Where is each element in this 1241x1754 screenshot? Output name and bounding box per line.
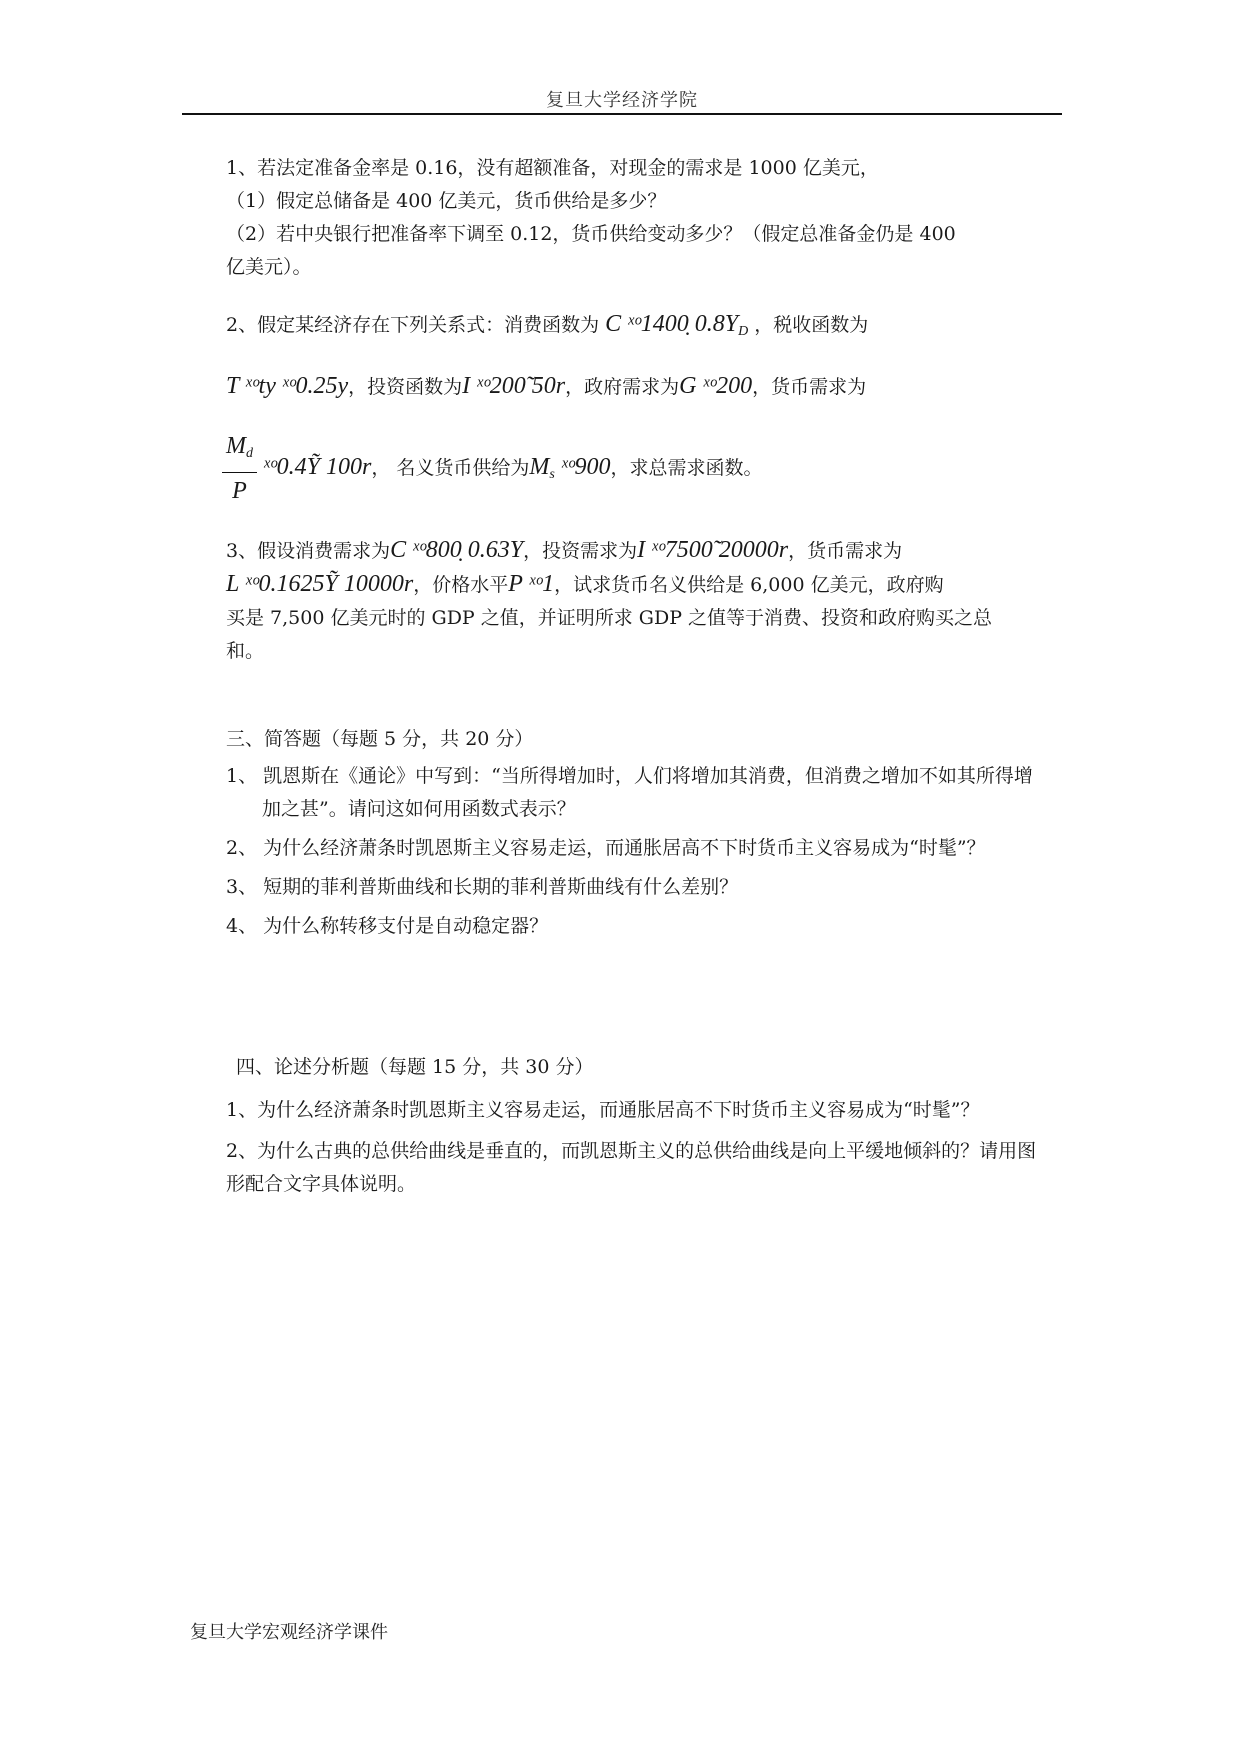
header-rule bbox=[182, 113, 1062, 115]
list-item: 1、 凯恩斯在《通论》中写到：“当所得增加时，人们将增加其消费，但消费之增加不如其所得增加之甚”。请问这如何用函数式表示？ bbox=[226, 765, 1033, 820]
q2-text: 2、假定某经济存在下列关系式：消费函数为 bbox=[226, 314, 600, 336]
q2-text: ，货币需求为 bbox=[752, 376, 867, 398]
question-2 bbox=[226, 308, 1046, 348]
q1-line-4: 亿美元）。 bbox=[226, 256, 312, 278]
page-footer: 复旦大学宏观经济学课件 bbox=[190, 1622, 388, 1643]
q3-line-3: 买是 7,500 亿美元时的 GDP 之值，并证明所求 GDP 之值等于消费、投资和政府购买之总 bbox=[226, 607, 993, 629]
investment-demand: I ˣᵒ7500̃ 20000r bbox=[637, 537, 789, 563]
q1-line-3: （2）若中央银行把准备率下调至 0.12，货币供给变动多少？（假定总准备金仍是 400 bbox=[226, 223, 956, 245]
q2-text: ，求总需求函数。 bbox=[610, 457, 763, 479]
money-demand-fraction: $\frac{M_d}{P}$ bbox=[222, 430, 257, 508]
q3-text: 3、假设消费需求为 bbox=[226, 540, 391, 562]
q3-text: ，试求货币名义供给是 6,000 亿美元，政府购 bbox=[554, 574, 944, 596]
consumption-demand: C ˣᵒ800̣ 0.63Y bbox=[390, 537, 524, 563]
tax-function: T ˣᵒty ˣᵒ0.25y bbox=[226, 373, 349, 399]
q2-text: ，政府需求为 bbox=[565, 376, 680, 398]
price-level: P ˣᵒ1 bbox=[508, 571, 555, 597]
q1-line-2: （1）假定总储备是 400 亿美元，货币供给是多少？ bbox=[226, 190, 667, 212]
q3-text: ，货币需求为 bbox=[788, 540, 903, 562]
section-3-title: 三、简答题（每题 5 分，共 20 分） bbox=[226, 728, 534, 750]
section-4-title: 四、论述分析题（每题 15 分，共 30 分） bbox=[236, 1056, 594, 1078]
q3-line-4: 和。 bbox=[226, 640, 265, 662]
government-demand: G ˣᵒ200 bbox=[679, 373, 753, 399]
question-3 bbox=[226, 534, 1046, 668]
list-item: 3、 短期的菲利普斯曲线和长期的菲利普斯曲线有什么差别？ bbox=[226, 876, 739, 898]
q2-text: ，投资函数为 bbox=[348, 376, 463, 398]
investment-function: I ˣᵒ200̃ 50r bbox=[462, 373, 566, 399]
question-1 bbox=[226, 152, 1046, 284]
q1-line-1: 1、若法定准备金率是 0.16，没有超额准备，对现金的需求是 1000 亿美元， bbox=[226, 157, 879, 179]
list-item: 1、为什么经济萧条时凯恩斯主义容易走运，而通胀居高不下时货币主义容易成为“时髦”？ bbox=[226, 1099, 980, 1121]
question-2-line-2 bbox=[226, 370, 1046, 404]
list-item: 4、 为什么称转移支付是自动稳定器？ bbox=[226, 915, 549, 937]
q3-text: ，投资需求为 bbox=[523, 540, 638, 562]
list-item: 2、为什么古典的总供给曲线是垂直的，而凯恩斯主义的总供给曲线是向上平缓地倾斜的？请用图形配合文字具体说明。 bbox=[226, 1140, 1037, 1195]
list-item: 2、 为什么经济萧条时凯恩斯主义容易走运，而通胀居高不下时货币主义容易成为“时髦”？ bbox=[226, 837, 986, 859]
page-header: 复旦大学经济学院 bbox=[546, 90, 698, 111]
q2-text: ，税收函数为 bbox=[754, 314, 869, 336]
question-2-line-3 bbox=[222, 430, 1042, 508]
section-4-list bbox=[226, 1094, 1046, 1201]
q2-line-1 bbox=[226, 308, 1046, 348]
money-demand-function: ˣᵒ0.4Ỹ 100r bbox=[263, 454, 372, 480]
money-demand: L ˣᵒ0.1625Ỹ 10000r bbox=[226, 571, 414, 597]
consumption-function: C ˣᵒ1400̣ $0.8Y_D$ bbox=[605, 311, 749, 339]
q3-text: ，价格水平 bbox=[413, 574, 509, 596]
q2-text: ， 名义货币供给为 bbox=[371, 457, 530, 479]
money-supply: $M_s$ ˣᵒ900 bbox=[529, 454, 611, 482]
section-3-list bbox=[226, 760, 1046, 943]
